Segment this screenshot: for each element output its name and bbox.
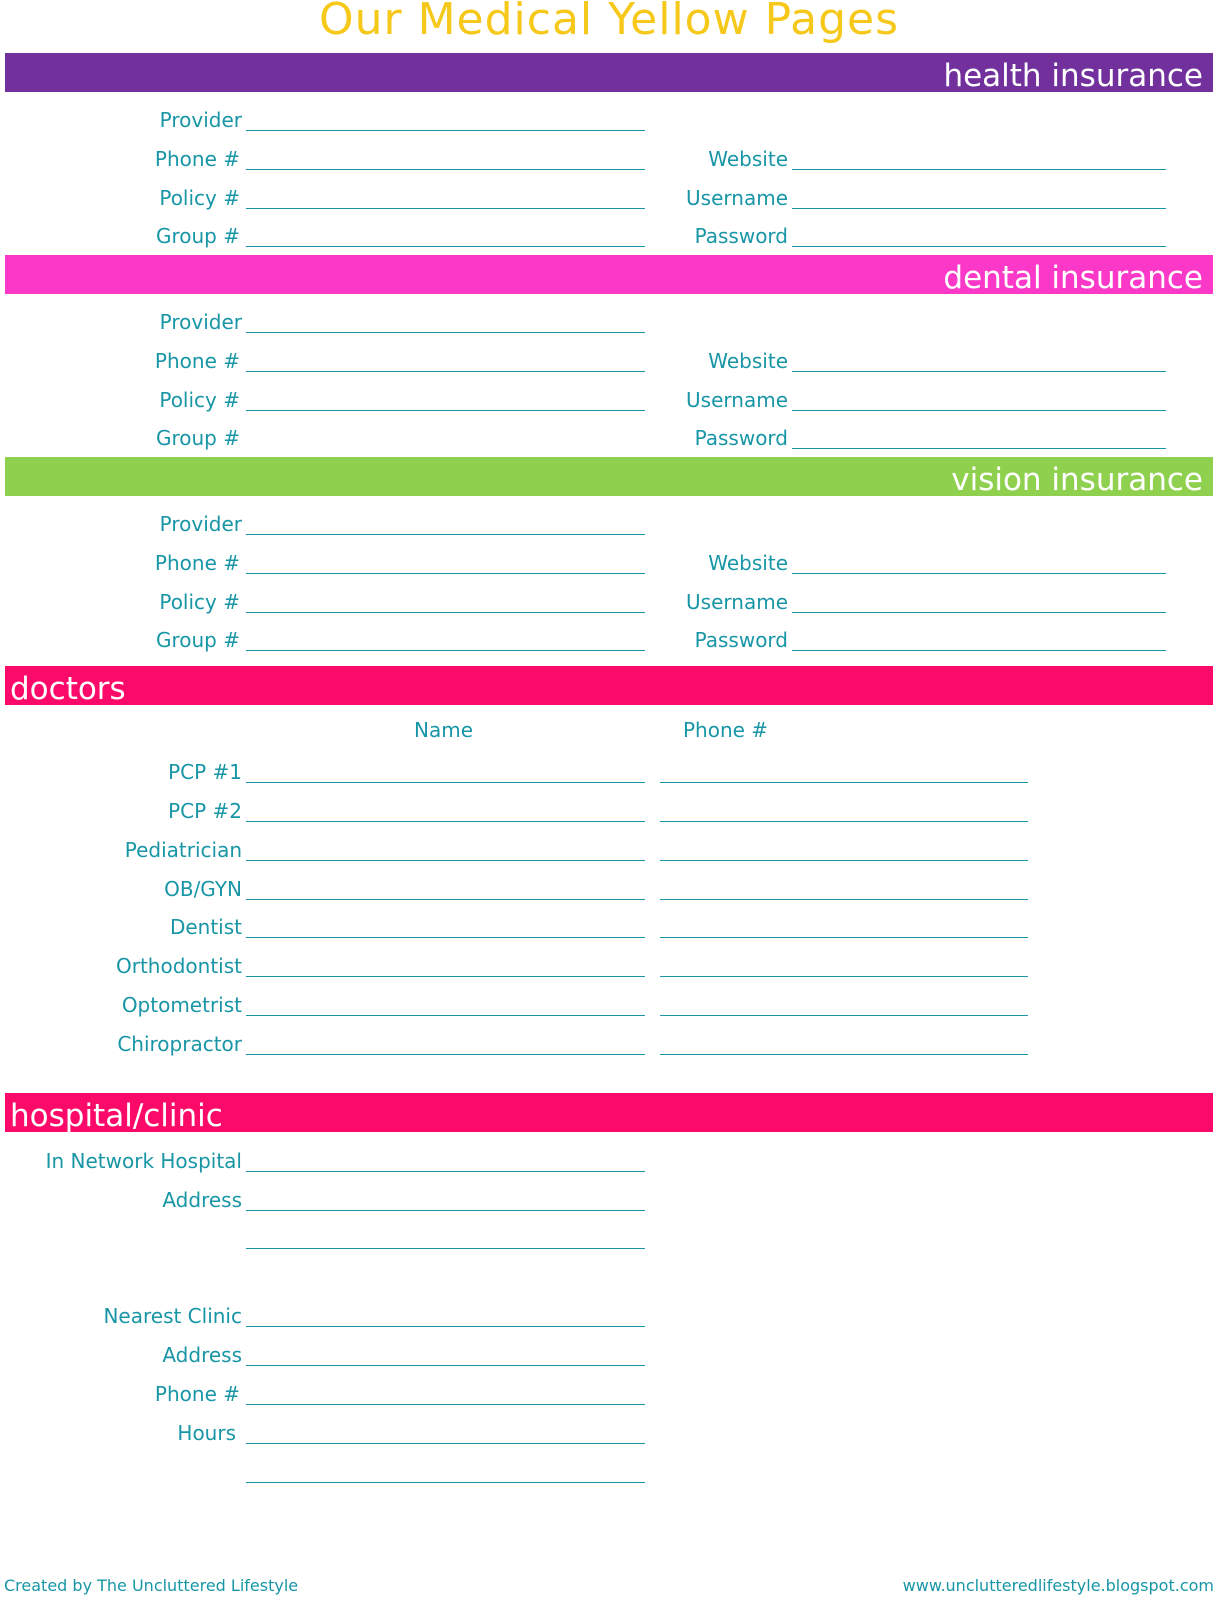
- health-provider-label: Provider: [159, 108, 242, 132]
- doctor-name-field[interactable]: [246, 976, 645, 977]
- doctors-header: doctors: [5, 666, 1213, 705]
- footer-website-link[interactable]: www.unclutteredlifestyle.blogspot.com: [902, 1576, 1214, 1595]
- dental-website-label: Website: [708, 349, 788, 373]
- clinic-address-label: Address: [162, 1343, 242, 1367]
- dental-group-label: Group #: [155, 426, 240, 450]
- clinic-address-field[interactable]: [246, 1365, 645, 1366]
- vision-provider-field[interactable]: [246, 534, 645, 535]
- doctor-row-label: Dentist: [169, 915, 242, 939]
- hospital-address-field[interactable]: [246, 1210, 645, 1211]
- vision-username-field[interactable]: [792, 612, 1166, 613]
- clinic-hours-field[interactable]: [246, 1443, 645, 1444]
- doctor-name-field[interactable]: [246, 860, 645, 861]
- vision-group-field[interactable]: [246, 650, 645, 651]
- health-password-field[interactable]: [792, 246, 1166, 247]
- doctor-name-field[interactable]: [246, 1054, 645, 1055]
- vision-provider-label: Provider: [159, 512, 242, 536]
- doctors-name-column-header: Name: [414, 718, 474, 742]
- in-network-hospital-label: In Network Hospital: [45, 1149, 242, 1173]
- health-phone-label: Phone #: [154, 147, 240, 171]
- doctor-phone-field[interactable]: [660, 860, 1028, 861]
- doctor-phone-field[interactable]: [660, 937, 1028, 938]
- page-title: Our Medical Yellow Pages: [318, 0, 900, 45]
- doctor-row-label: Orthodontist: [116, 954, 242, 978]
- vision-policy-field[interactable]: [246, 612, 645, 613]
- health-group-label: Group #: [155, 224, 240, 248]
- doctor-name-field[interactable]: [246, 821, 645, 822]
- clinic-phone-label: Phone #: [154, 1382, 240, 1406]
- health-website-field[interactable]: [792, 169, 1166, 170]
- in-network-hospital-field[interactable]: [246, 1171, 645, 1172]
- clinic-phone-field[interactable]: [246, 1404, 645, 1405]
- health-provider-field[interactable]: [246, 130, 645, 131]
- health-group-field[interactable]: [246, 246, 645, 247]
- health-phone-field[interactable]: [246, 169, 645, 170]
- nearest-clinic-field[interactable]: [246, 1326, 645, 1327]
- nearest-clinic-label: Nearest Clinic: [103, 1304, 242, 1328]
- hospital-address-label: Address: [162, 1188, 242, 1212]
- clinic-hours-field-line2[interactable]: [246, 1482, 645, 1483]
- dental-phone-field[interactable]: [246, 371, 645, 372]
- doctor-row-label: PCP #2: [168, 799, 242, 823]
- hospital-clinic-header: hospital/clinic: [5, 1093, 1213, 1132]
- vision-password-label: Password: [694, 628, 788, 652]
- doctor-name-field[interactable]: [246, 937, 645, 938]
- doctor-phone-field[interactable]: [660, 821, 1028, 822]
- vision-insurance-header: vision insurance: [5, 457, 1213, 496]
- vision-password-field[interactable]: [792, 650, 1166, 651]
- dental-username-field[interactable]: [792, 410, 1166, 411]
- vision-username-label: Username: [686, 590, 788, 614]
- hospital-address-field-line2[interactable]: [246, 1248, 645, 1249]
- dental-policy-label: Policy #: [159, 388, 240, 412]
- doctor-row-label: PCP #1: [168, 760, 242, 784]
- dental-policy-field[interactable]: [246, 410, 645, 411]
- doctor-name-field[interactable]: [246, 782, 645, 783]
- doctor-name-field[interactable]: [246, 1015, 645, 1016]
- health-policy-field[interactable]: [246, 208, 645, 209]
- vision-website-field[interactable]: [792, 573, 1166, 574]
- doctor-row-label: Chiropractor: [117, 1032, 242, 1056]
- dental-password-field[interactable]: [792, 448, 1166, 449]
- vision-phone-label: Phone #: [154, 551, 240, 575]
- doctor-phone-field[interactable]: [660, 782, 1028, 783]
- doctor-phone-field[interactable]: [660, 1054, 1028, 1055]
- doctor-phone-field[interactable]: [660, 1015, 1028, 1016]
- doctor-name-field[interactable]: [246, 899, 645, 900]
- vision-website-label: Website: [708, 551, 788, 575]
- clinic-hours-label: Hours: [177, 1421, 236, 1445]
- dental-insurance-header: dental insurance: [5, 255, 1213, 294]
- doctor-phone-field[interactable]: [660, 976, 1028, 977]
- footer-credit: Created by The Uncluttered Lifestyle: [4, 1576, 299, 1595]
- dental-username-label: Username: [686, 388, 788, 412]
- health-username-field[interactable]: [792, 208, 1166, 209]
- dental-website-field[interactable]: [792, 371, 1166, 372]
- health-policy-label: Policy #: [159, 186, 240, 210]
- vision-group-label: Group #: [155, 628, 240, 652]
- dental-provider-field[interactable]: [246, 332, 645, 333]
- health-website-label: Website: [708, 147, 788, 171]
- health-password-label: Password: [694, 224, 788, 248]
- health-username-label: Username: [686, 186, 788, 210]
- doctor-phone-field[interactable]: [660, 899, 1028, 900]
- doctor-row-label: Optometrist: [121, 993, 242, 1017]
- dental-phone-label: Phone #: [154, 349, 240, 373]
- doctors-phone-column-header: Phone #: [683, 718, 769, 742]
- vision-policy-label: Policy #: [159, 590, 240, 614]
- dental-password-label: Password: [694, 426, 788, 450]
- dental-provider-label: Provider: [159, 310, 242, 334]
- health-insurance-header: health insurance: [5, 53, 1213, 92]
- vision-phone-field[interactable]: [246, 573, 645, 574]
- doctor-row-label: OB/GYN: [164, 877, 242, 901]
- doctor-row-label: Pediatrician: [124, 838, 242, 862]
